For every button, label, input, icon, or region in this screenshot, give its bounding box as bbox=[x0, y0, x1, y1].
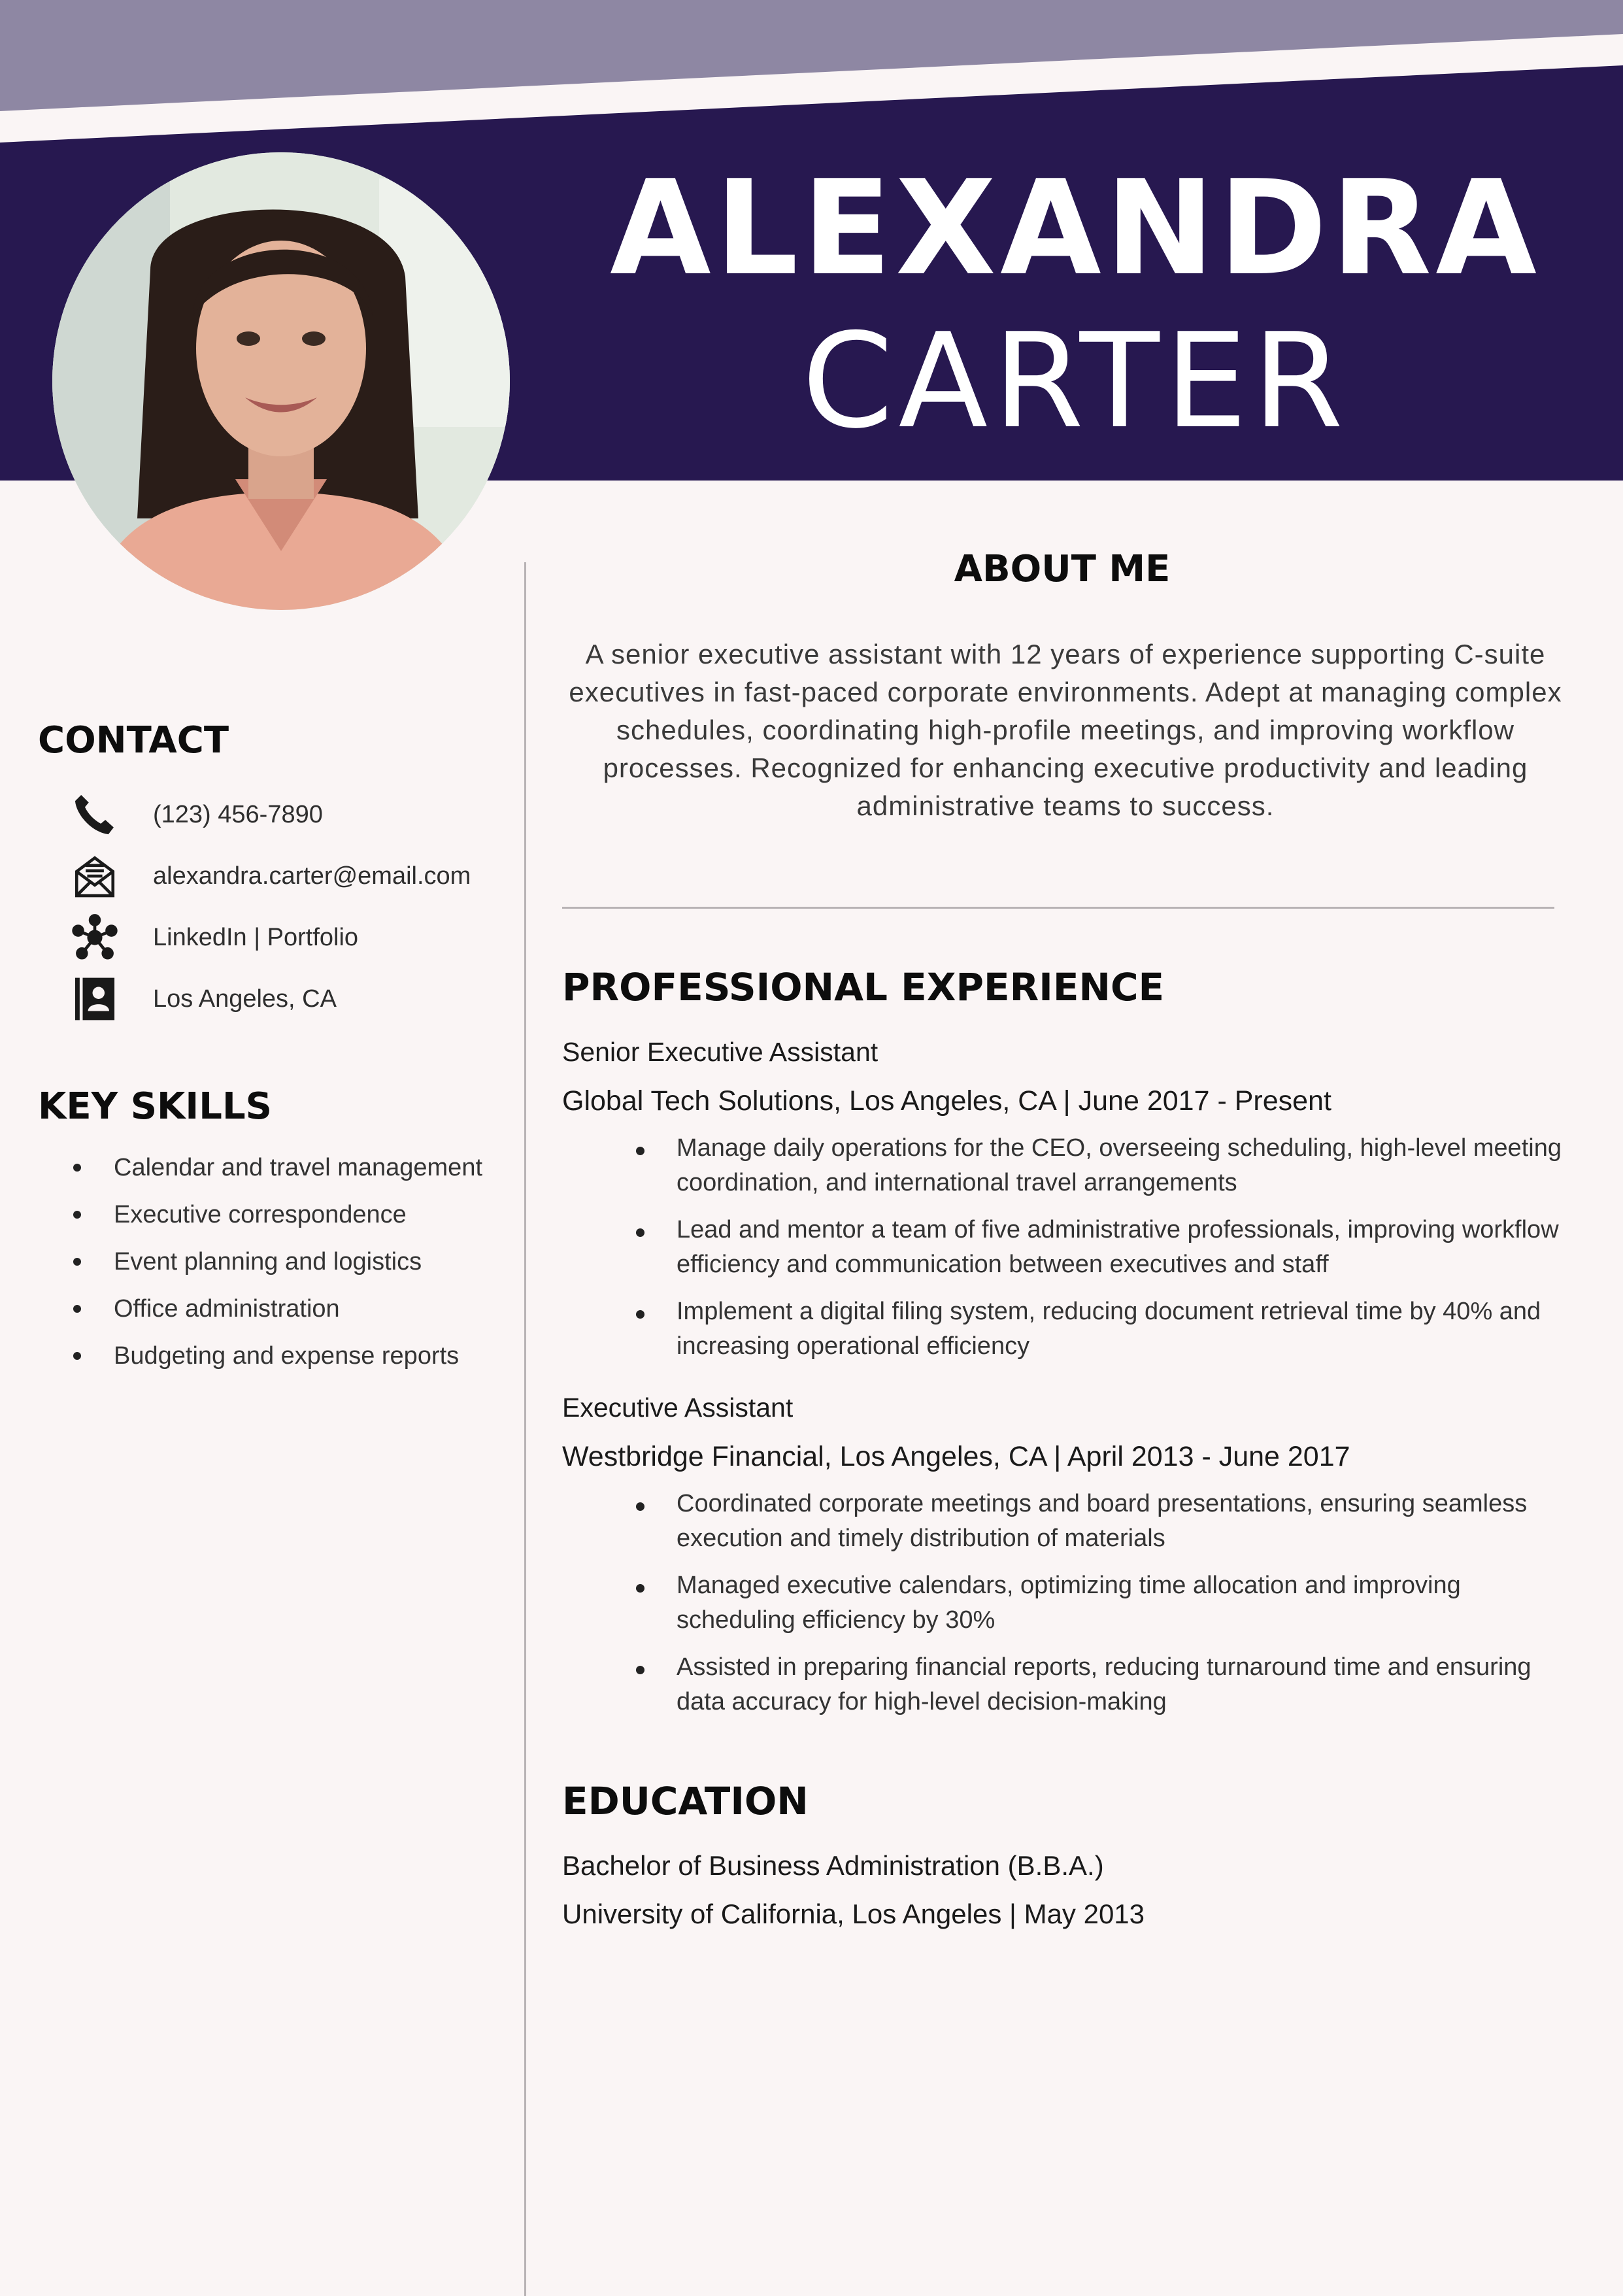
job-entry-1 bbox=[562, 1036, 1582, 1376]
job-bullets bbox=[562, 1487, 1582, 1719]
name-first: ALEXANDRA bbox=[609, 152, 1541, 305]
list-item: Calendar and travel management bbox=[71, 1151, 489, 1185]
list-item: Implement a digital filing system, reducing document retrieval time by 40% and increasing operational efficiency bbox=[677, 1294, 1582, 1364]
job-title: Senior Executive Assistant bbox=[562, 1037, 878, 1067]
network-icon bbox=[71, 913, 119, 962]
name-last: CARTER bbox=[801, 305, 1349, 458]
list-item: Office administration bbox=[71, 1292, 489, 1326]
job-meta: Westbridge Financial, Los Angeles, CA | April 2013 - June 2017 bbox=[562, 1441, 1350, 1472]
portrait-illustration bbox=[52, 152, 510, 610]
column-divider bbox=[524, 562, 526, 2296]
contact-heading: CONTACT bbox=[38, 719, 229, 762]
education-heading: EDUCATION bbox=[562, 1779, 809, 1823]
skills-heading: KEY SKILLS bbox=[38, 1085, 272, 1128]
about-heading: ABOUT ME bbox=[954, 548, 1171, 590]
list-item: Event planning and logistics bbox=[71, 1245, 489, 1279]
job-title: Executive Assistant bbox=[562, 1393, 794, 1423]
contact-email-text: alexandra.carter@email.com bbox=[153, 862, 471, 890]
list-item: Manage daily operations for the CEO, overseeing scheduling, high-level meeting coordination, and international travel arrangements bbox=[677, 1131, 1582, 1200]
contact-book-icon bbox=[71, 975, 119, 1023]
education-school: University of California, Los Angeles | May 2013 bbox=[562, 1899, 1145, 1929]
list-item: Coordinated corporate meetings and board presentations, ensuring seamless execution and timely distribution of materials bbox=[677, 1487, 1582, 1556]
list-item: Budgeting and expense reports bbox=[71, 1339, 489, 1373]
skills-list bbox=[71, 1151, 489, 1386]
education-entry bbox=[562, 1849, 1582, 1946]
contact-links[interactable] bbox=[71, 911, 358, 964]
contact-links-text: LinkedIn | Portfolio bbox=[153, 923, 359, 951]
envelope-icon bbox=[71, 852, 119, 900]
contact-email[interactable] bbox=[71, 850, 471, 902]
phone-icon bbox=[71, 790, 119, 839]
experience-heading: PROFESSIONAL EXPERIENCE bbox=[562, 965, 1165, 1009]
job-meta: Global Tech Solutions, Los Angeles, CA | June 2017 - Present bbox=[562, 1085, 1331, 1117]
contact-location-text: Los Angeles, CA bbox=[153, 985, 337, 1013]
profile-photo bbox=[52, 152, 510, 610]
job-entry-2 bbox=[562, 1391, 1582, 1732]
education-degree: Bachelor of Business Administration (B.B.A.) bbox=[562, 1850, 1104, 1881]
contact-phone bbox=[71, 788, 323, 841]
section-divider bbox=[562, 907, 1554, 909]
list-item: Lead and mentor a team of five administrative professionals, improving workflow efficiency and communication between executives and staff bbox=[677, 1213, 1582, 1282]
contact-phone-text: (123) 456-7890 bbox=[153, 800, 323, 828]
list-item: Assisted in preparing financial reports, reducing turnaround time and ensuring data accuracy for high-level decision-making bbox=[677, 1650, 1582, 1719]
contact-location bbox=[71, 973, 337, 1025]
job-bullets bbox=[562, 1131, 1582, 1364]
about-text: A senior executive assistant with 12 years of experience supporting C-suite executives in fast-paced corporate environments. Adept at managing complex schedules, coordinating high-profile meetings, and improving workflow processes. Recognized for enhancing executive productivity and leading administrative teams to success. bbox=[569, 639, 1562, 821]
list-item: Managed executive calendars, optimizing time allocation and improving scheduling efficiency by 30% bbox=[677, 1568, 1582, 1638]
list-item: Executive correspondence bbox=[71, 1198, 489, 1232]
